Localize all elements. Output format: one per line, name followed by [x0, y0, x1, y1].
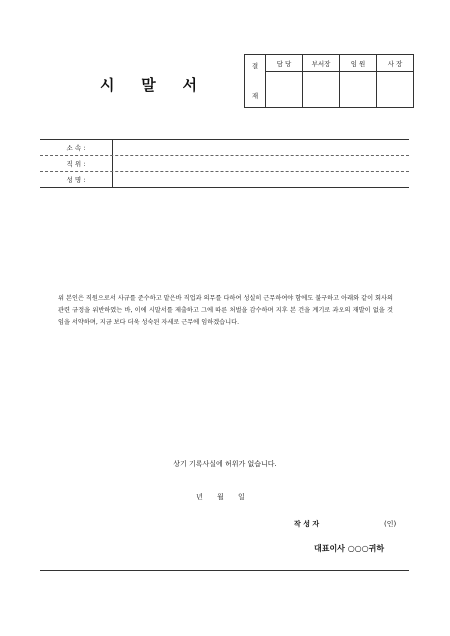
approval-header-dept-head: 부서장	[303, 55, 340, 72]
title-char: 시	[100, 76, 115, 94]
approval-sign-president[interactable]	[377, 72, 414, 108]
info-row-position	[40, 156, 409, 172]
date-line	[196, 492, 257, 502]
approval-header-executive: 임 원	[340, 55, 377, 72]
approval-side-label	[245, 55, 266, 108]
approval-header-president: 사 장	[377, 55, 414, 72]
writer-label: 작 성 자	[294, 520, 320, 528]
info-section	[40, 139, 409, 188]
approval-sign-executive[interactable]	[340, 72, 377, 108]
addressee: 대표이사 ○○○귀하	[314, 544, 385, 553]
approval-table	[244, 54, 414, 108]
approval-sign-manager[interactable]	[266, 72, 303, 108]
info-row-department	[40, 140, 409, 156]
title-char: 말	[141, 76, 156, 94]
confirmation-statement: 상기 기록사실에 허위가 없습니다.	[173, 460, 277, 468]
department-label: 소 속 :	[40, 140, 113, 155]
document-title	[100, 74, 218, 95]
bottom-divider	[40, 570, 409, 571]
title-char: 서	[182, 76, 197, 94]
date-month-label: 월	[217, 493, 224, 501]
approval-side-label-bottom: 재	[251, 92, 259, 100]
info-row-name	[40, 172, 409, 187]
seal-label: (인)	[384, 520, 397, 528]
approval-header-manager: 담 당	[266, 55, 303, 72]
position-label: 직 위 :	[40, 156, 113, 171]
statement-body: 위 본인은 직원으로서 사규를 준수하고 맡은바 직업과 의무를 다하여 성실히 근무하여야 함에도 불구하고 아래와 같이 회사의 관련 규정을 위반하였는 바, 이에 시말서를 제출하고 그에 따른 처벌을 감수하며 지후 본 건을 계기로 과오의 재발이 없을 것임을 서약하며, 지금 보다 더욱 성숙된 자세로 근무에 임하겠습니다.	[58, 295, 393, 326]
name-field[interactable]	[113, 172, 409, 187]
approval-side-label-top: 결	[251, 61, 259, 70]
name-label: 성 명 :	[40, 172, 113, 187]
approval-sign-dept-head[interactable]	[303, 72, 340, 108]
department-field[interactable]	[113, 140, 409, 155]
date-day-label: 일	[238, 493, 245, 501]
position-field[interactable]	[113, 156, 409, 171]
date-year-label: 년	[196, 493, 203, 501]
